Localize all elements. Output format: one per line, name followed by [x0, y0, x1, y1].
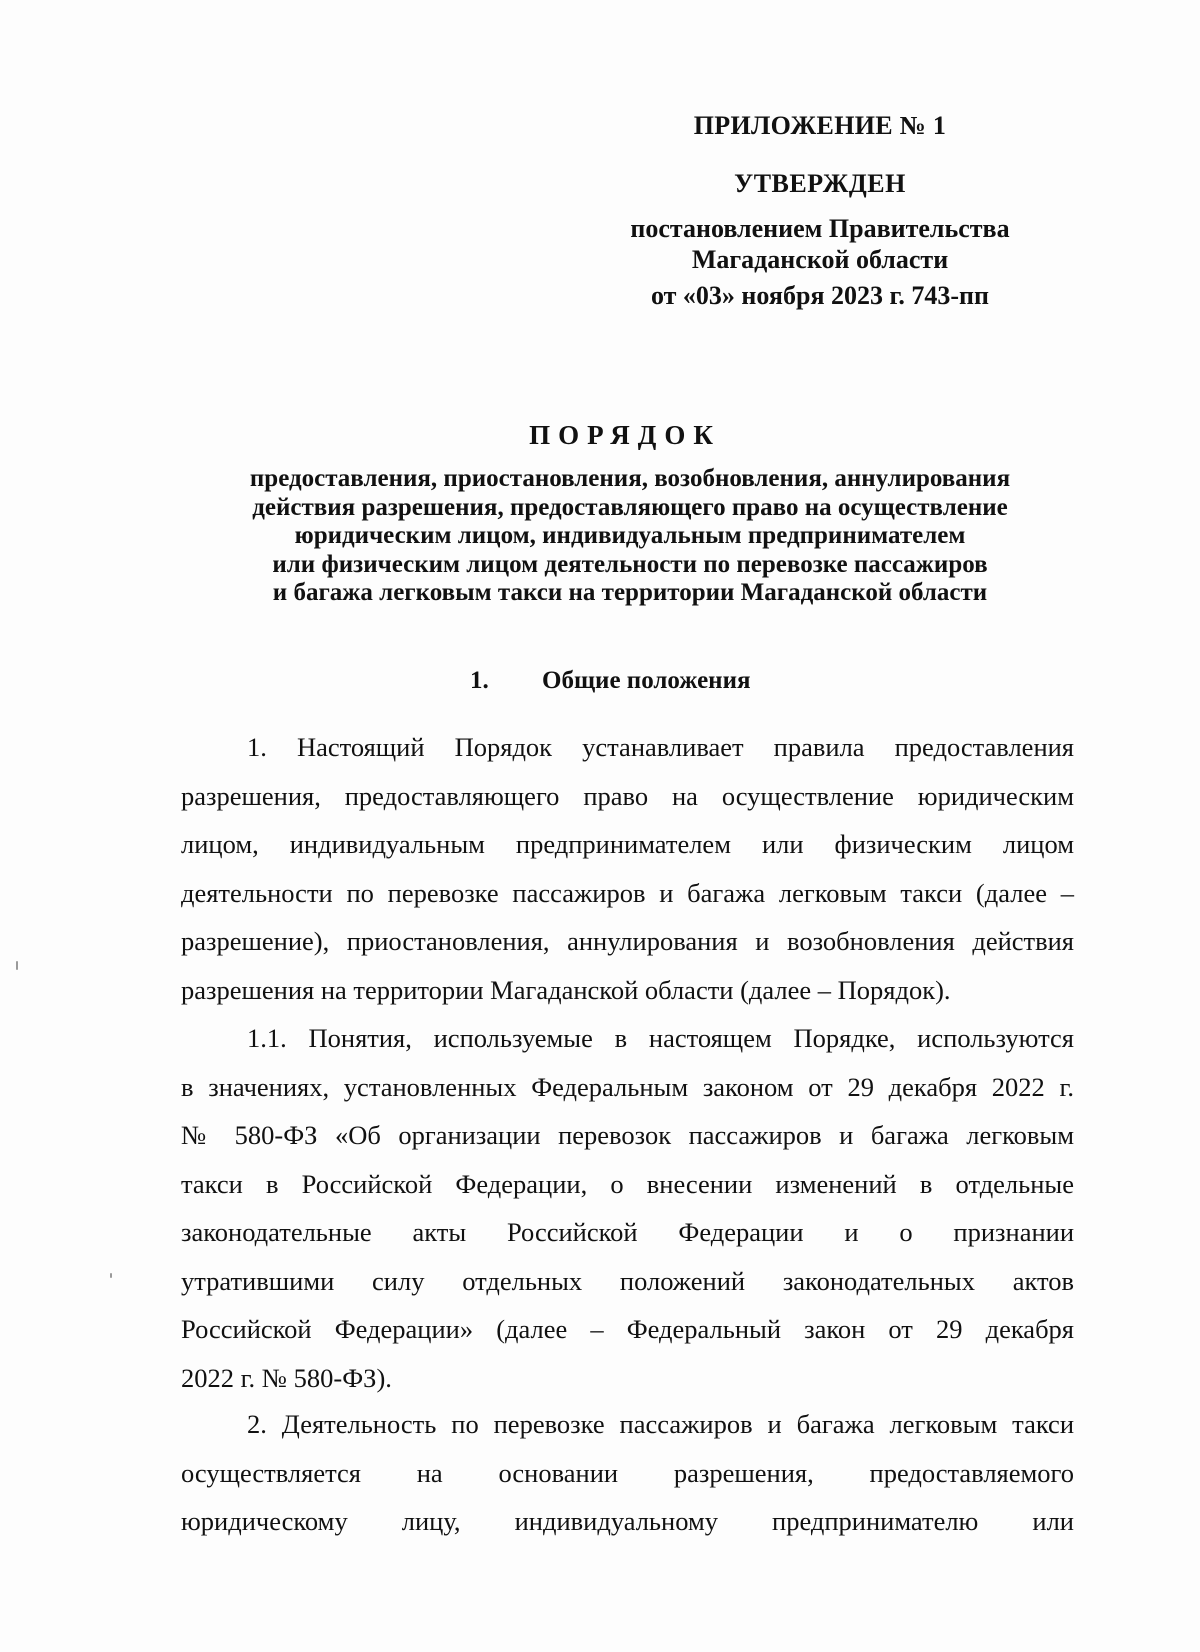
paragraph-line: Российской Федерации» (далее – Федеральный закон от 29 декабря — [181, 1314, 1074, 1344]
attachment-number: ПРИЛОЖЕНИЕ № 1 — [693, 111, 947, 140]
paragraph-1-1 — [181, 1014, 1074, 1402]
paragraph-2 — [181, 1400, 1074, 1546]
paragraph-line: разрешение), приостановления, аннулирования и возобновления действия — [181, 926, 1074, 956]
scan-speck — [110, 1273, 112, 1278]
paragraph-line: 2022 г. № 580-ФЗ). — [181, 1362, 392, 1393]
subtitle-line: или физическим лицом деятельности по перевозке пассажиров — [272, 550, 988, 578]
scan-speck — [16, 961, 18, 970]
approved-by-line: Магаданской области — [691, 245, 949, 274]
paragraph-line: 2. Деятельность по перевозке пассажиров и багажа легковым такси — [247, 1409, 1074, 1439]
subtitle-line: юридическим лицом, индивидуальным предпринимателем — [294, 522, 966, 549]
paragraph-line: осуществляется на основании разрешения, предоставляемого — [181, 1457, 1074, 1488]
paragraph-line: № 580-ФЗ «Об организации перевозок пассажиров и багажа легковым — [181, 1120, 1074, 1150]
paragraph-line: юридическому лицу, индивидуальному предпринимателю или — [181, 1506, 1074, 1536]
paragraph-line: законодательные акты Российской Федерации и о признании — [181, 1217, 1074, 1247]
subtitle-line: и багажа легковым такси на территории Магаданской области — [272, 579, 988, 606]
section-heading — [470, 667, 751, 695]
paragraph-line: такси в Российской Федерации, о внесении изменений в отдельные — [181, 1168, 1074, 1199]
section-title: Общие положения — [542, 667, 751, 694]
approved-by — [600, 213, 1040, 275]
paragraph-line: утратившими силу отдельных положений законодательных актов — [181, 1265, 1074, 1296]
approved-label: УТВЕРЖДЕН — [734, 169, 906, 198]
approved-by-line: постановлением Правительства — [630, 214, 1010, 243]
paragraph-line: разрешения на территории Магаданской области (далее – Порядок). — [181, 974, 951, 1005]
subtitle-line: предоставления, приостановления, возобновления, аннулирования — [249, 465, 1011, 492]
subtitle-line: действия разрешения, предоставляющего право на осуществление — [252, 493, 1008, 521]
section-number: 1. — [470, 667, 489, 694]
document-title: ПОРЯДОК — [529, 420, 721, 450]
paragraph-line: 1.1. Понятия, используемые в настоящем Порядке, используются — [247, 1023, 1074, 1053]
paragraph-line: разрешения, предоставляющего право на осуществление юридическим — [181, 780, 1074, 811]
paragraph-line: лицом, индивидуальным предпринимателем или физическим лицом — [181, 829, 1074, 859]
paragraph-line: 1. Настоящий Порядок устанавливает правила предоставления — [247, 732, 1074, 762]
paragraph-1 — [181, 723, 1074, 1014]
paragraph-line: деятельности по перевозке пассажиров и багажа легковым такси (далее – — [181, 877, 1074, 908]
document-subtitle — [180, 465, 1080, 608]
paragraph-line: в значениях, установленных Федеральным законом от 29 декабря 2022 г. — [181, 1071, 1074, 1102]
decree-date-number: от «03» ноября 2023 г. 743-пп — [651, 281, 989, 310]
